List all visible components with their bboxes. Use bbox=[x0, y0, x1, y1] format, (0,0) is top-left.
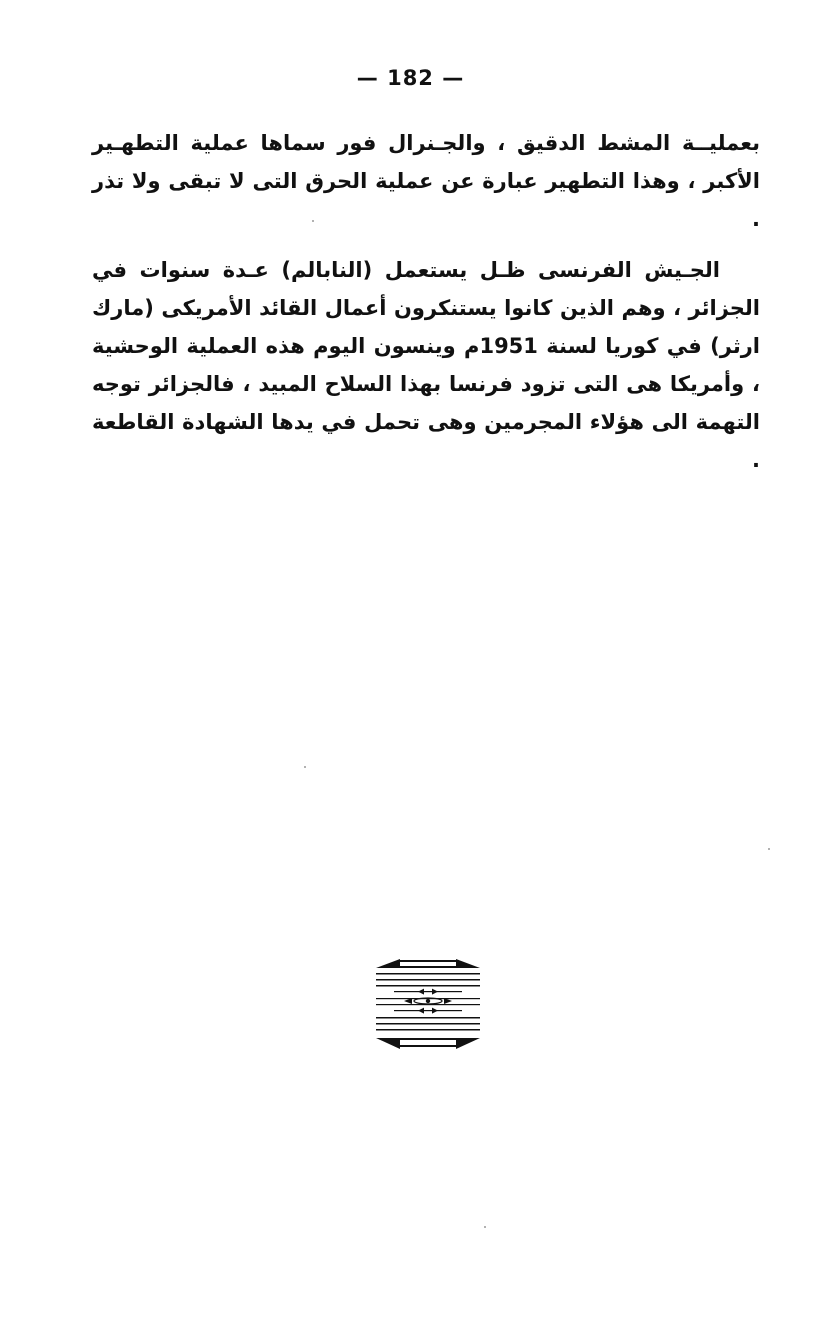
scan-speck bbox=[768, 848, 770, 850]
scan-speck bbox=[312, 220, 314, 222]
paragraph-2: الجـيش الفرنسى ظـل يستعمل (النابالم) عـدة سنوات في الجزائر ، وهم الذين كانوا يستنكرون أعمال القائد الأمريكى (مارك ارثر) في كوريا لسنة 1951م وينسون اليوم هذه العملية الوحشية ، وأمريكا هى التى تزود فرنسا بهذا السلاح المبيد ، فالجزائر توجه التهمة الى هؤلاء المجرمين وهى تحمل في يدها الشهادة القاطعة . bbox=[92, 258, 760, 472]
page-number: — 182 — bbox=[356, 66, 465, 90]
scan-speck bbox=[304, 766, 306, 768]
scan-speck bbox=[484, 1226, 486, 1228]
end-of-chapter-ornament-icon bbox=[374, 957, 482, 1052]
paragraph-1: بعمليــة المشط الدقيق ، والجـنرال فور سماها عملية التطهـير الأكبر ، وهذا التطهير عبارة عن عملية الحرق التى لا تبقى ولا تذر . bbox=[92, 131, 760, 231]
